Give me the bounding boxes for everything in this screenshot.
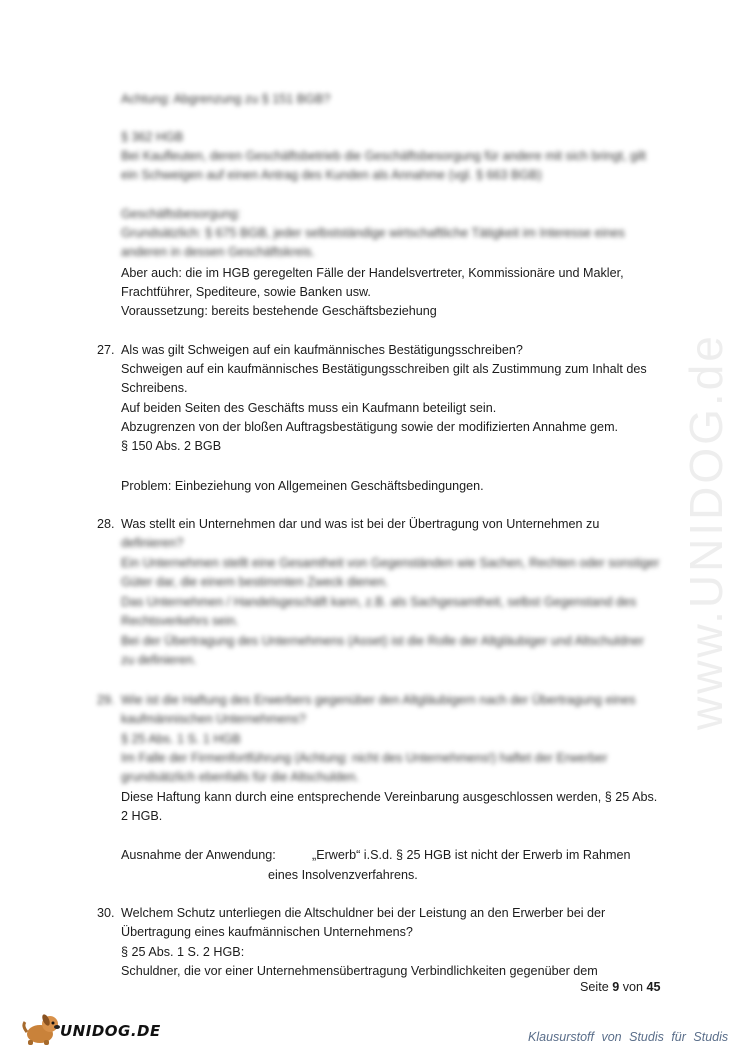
answer-line: 2 HGB.: [121, 809, 163, 823]
question-number: 29.: [97, 693, 115, 707]
answer-line: Problem: Einbeziehung von Allgemeinen Geschäftsbedingungen.: [121, 479, 484, 493]
blurred-line: § 362 HGB: [121, 130, 184, 144]
blurred-line: anderen in dessen Geschäftskreis.: [121, 245, 315, 259]
answer-line: § 25 Abs. 1 S. 2 HGB:: [121, 945, 245, 959]
answer-line: § 150 Abs. 2 BGB: [121, 439, 222, 453]
question-number: 27.: [97, 343, 115, 357]
blurred-line: grundsätzlich ebenfalls für die Altschulden.: [121, 770, 360, 784]
logo-text: UNIDOG.DE: [60, 1022, 161, 1040]
watermark: www.UNIDOG.de: [680, 333, 732, 730]
blurred-line: Bei Kaufleuten, deren Geschäftsbetrieb die Geschäftsbesorgung für andere mit sich bringt, gilt: [121, 149, 647, 163]
question-text: Als was gilt Schweigen auf ein kaufmännisches Bestätigungsschreiben?: [121, 343, 523, 357]
question-text: Übertragung eines kaufmännischen Unternehmens?: [121, 925, 413, 939]
question-text: Was stellt ein Unternehmen dar und was ist bei der Übertragung von Unternehmen zu: [121, 517, 600, 531]
blurred-line: kaufmännischen Unternehmens?: [121, 712, 306, 726]
footer-tagline: Klausurstoff von Studis für Studis: [528, 1030, 729, 1044]
exception-text: „Erwerb“ i.S.d. § 25 HGB ist nicht der Erwerb im Rahmen: [312, 848, 631, 862]
blurred-line: Güter dar, die einem bestimmten Zweck dienen.: [121, 575, 389, 589]
text-line: Voraussetzung: bereits bestehende Geschäftsbeziehung: [121, 304, 437, 318]
blurred-line: ein Schweigen auf einen Antrag des Kunden als Annahme (vgl. § 663 BGB): [121, 168, 542, 182]
blurred-line: Das Unternehmen / Handelsgeschäft kann, z.B. als Sachgesamtheit, selbst Gegenstand des: [121, 595, 637, 609]
answer-line: Schweigen auf ein kaufmännisches Bestätigungsschreiben gilt als Zustimmung zum Inhalt des: [121, 362, 647, 376]
blurred-line: Achtung: Abgrenzung zu § 151 BGB?: [121, 92, 331, 106]
exception-text: eines Insolvenzverfahrens.: [268, 868, 418, 882]
page-number: Seite 9 von 45: [580, 980, 661, 994]
answer-line: Schreibens.: [121, 381, 188, 395]
blurred-line: Wie ist die Haftung des Erwerbers gegenüber den Altgläubigern nach der Übertragung eines: [121, 693, 636, 707]
blurred-line: definieren?: [121, 536, 184, 550]
text-line: Frachtführer, Spediteure, sowie Banken usw.: [121, 285, 371, 299]
answer-line: Abzugrenzen von der bloßen Auftragsbestätigung sowie der modifizierten Annahme gem.: [121, 420, 619, 434]
blurred-line: Rechtsverkehrs sein.: [121, 614, 239, 628]
blurred-line: Geschäftsbesorgung:: [121, 207, 241, 221]
question-number: 30.: [97, 906, 115, 920]
text-line: Aber auch: die im HGB geregelten Fälle der Handelsvertreter, Kommissionäre und Makler,: [121, 266, 624, 280]
answer-line: Diese Haftung kann durch eine entsprechende Vereinbarung ausgeschlossen werden, § 25 Abs.: [121, 790, 658, 804]
answer-line: Auf beiden Seiten des Geschäfts muss ein Kaufmann beteiligt sein.: [121, 401, 497, 415]
question-number: 28.: [97, 517, 115, 531]
question-text: Welchem Schutz unterliegen die Altschuldner bei der Leistung an den Erwerber bei der: [121, 906, 606, 920]
blurred-line: § 25 Abs. 1 S. 1 HGB: [121, 732, 241, 746]
blurred-line: Grundsätzlich: § 675 BGB, jeder selbstständige wirtschaftliche Tätigkeit im Interesse eines: [121, 226, 625, 240]
blurred-line: Im Falle der Firmenfortführung (Achtung: nicht des Unternehmens!) haftet der Erwerber: [121, 751, 608, 765]
answer-line: Schuldner, die vor einer Unternehmensübertragung Verbindlichkeiten gegenüber dem: [121, 964, 598, 978]
exception-label: Ausnahme der Anwendung:: [121, 848, 276, 862]
blurred-line: Bei der Übertragung des Unternehmens (Asset) ist die Rolle der Altgläubiger und Altschuldner: [121, 634, 644, 648]
blurred-line: Ein Unternehmen stellt eine Gesamtheit von Gegenständen wie Sachen, Rechten oder sonstiger: [121, 556, 660, 570]
blurred-line: zu definieren.: [121, 653, 197, 667]
